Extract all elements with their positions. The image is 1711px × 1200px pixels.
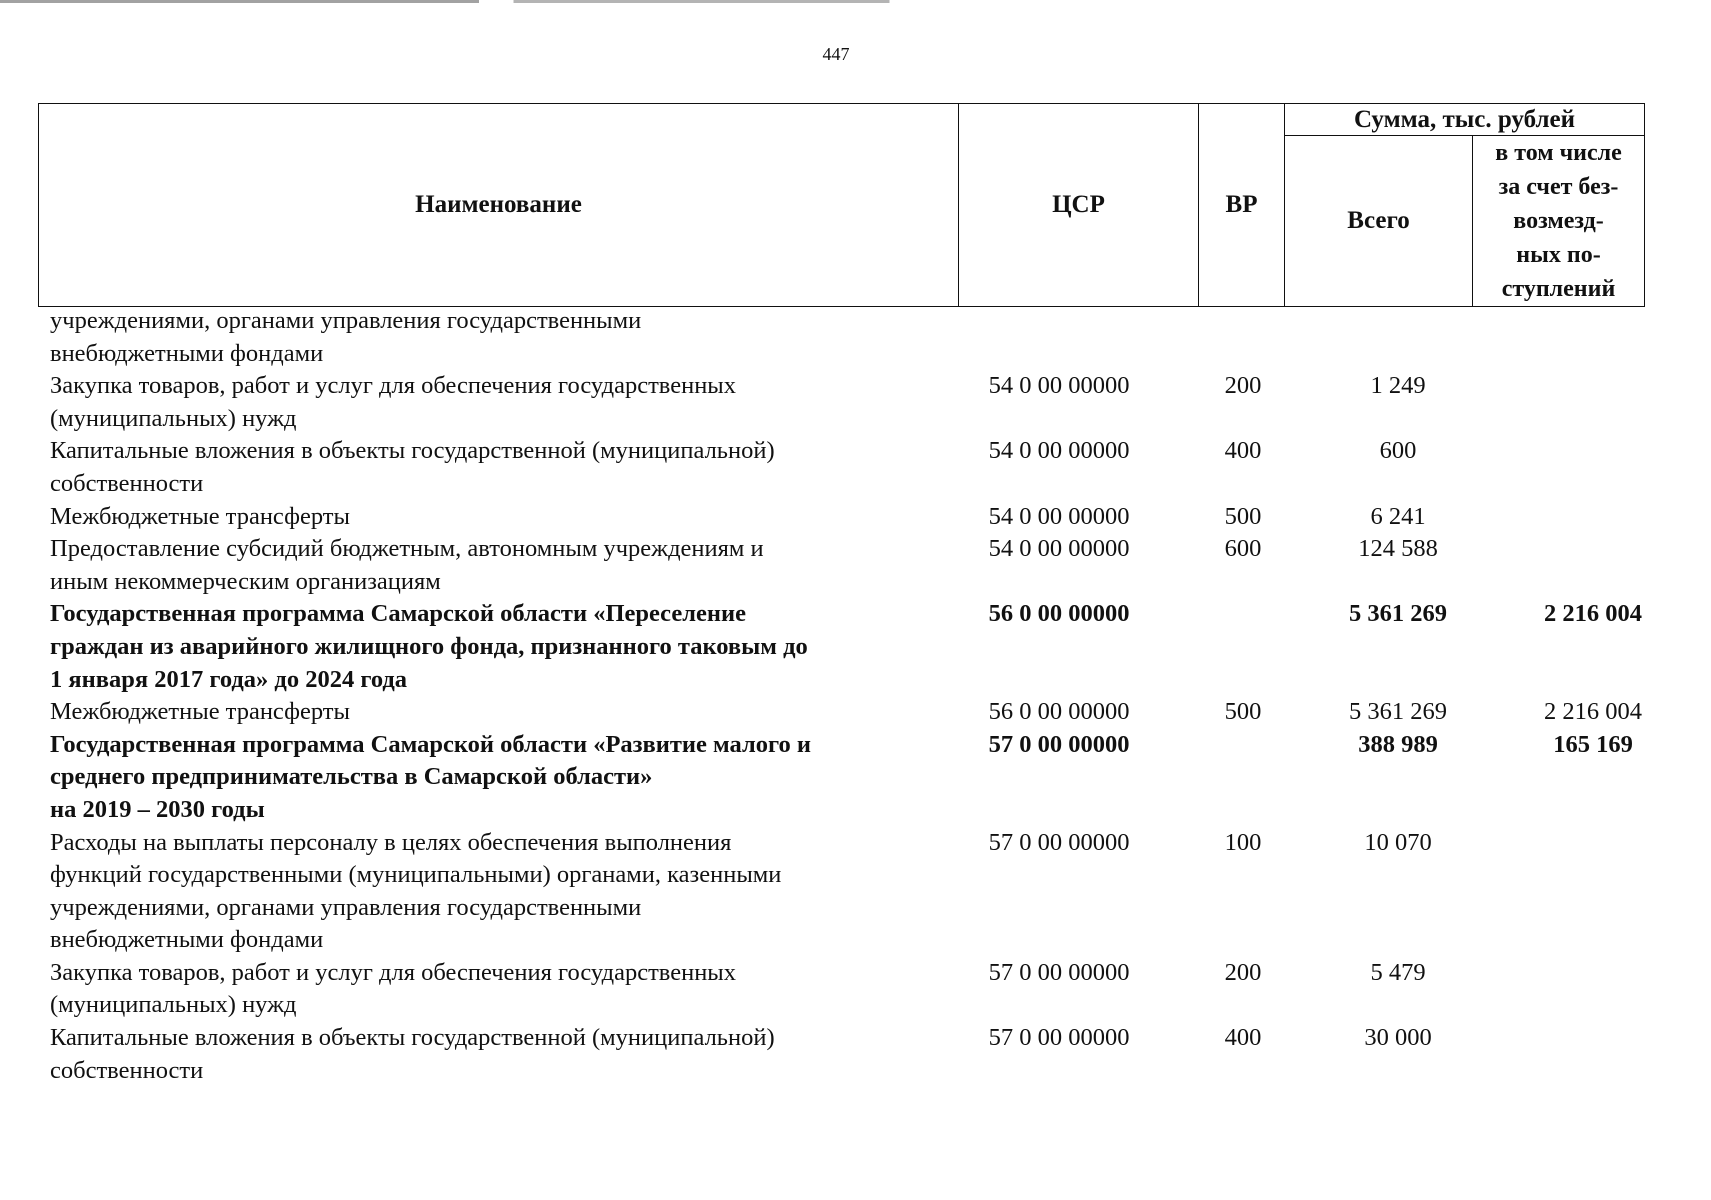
row-csr: 57 0 00 00000 (988, 730, 1130, 758)
row-vr: 400 (1224, 437, 1262, 465)
table-row (38, 1022, 1648, 1087)
row-vr: 200 (1224, 958, 1262, 986)
header-sum-title: Сумма, тыс. рублей (1285, 104, 1645, 136)
row-total: 388 989 (1358, 730, 1438, 758)
table-row (38, 696, 1648, 729)
row-csr: 57 0 00 00000 (988, 828, 1130, 856)
header-free-line: в том числе (1495, 140, 1622, 166)
row-vr: 200 (1224, 372, 1262, 400)
row-vr: 500 (1224, 502, 1262, 530)
row-total: 6 241 (1370, 502, 1426, 530)
row-free: 2 216 004 (1544, 698, 1642, 726)
row-csr: 54 0 00 00000 (988, 502, 1130, 530)
header-free-line: возмезд- (1513, 208, 1604, 234)
header-free-line: ступлений (1501, 276, 1616, 302)
row-total: 10 070 (1364, 828, 1432, 856)
table-row (38, 305, 1648, 370)
header-name: Наименование (39, 104, 959, 307)
row-csr: 57 0 00 00000 (988, 1024, 1130, 1052)
header-free-line: ных по- (1516, 242, 1601, 268)
header-vr: ВР (1199, 104, 1285, 307)
row-name: Капитальные вложения в объекты государственной (муниципальной) собственности (50, 437, 775, 497)
row-name: Государственная программа Самарской области «Переселение граждан из аварийного жилищного фонда, признанного таковым до 1 января 2017 года» до 2024 года (50, 600, 808, 693)
scan-edge (0, 0, 1711, 3)
row-csr: 56 0 00 00000 (988, 698, 1130, 726)
row-total: 30 000 (1364, 1024, 1432, 1052)
header-free (1473, 136, 1645, 307)
row-vr: 500 (1224, 698, 1262, 726)
row-name: учреждениями, органами управления государственными внебюджетными фондами (50, 307, 642, 367)
row-name: Капитальные вложения в объекты государственной (муниципальной) собственности (50, 1024, 775, 1084)
header-total: Всего (1285, 136, 1473, 307)
table-body (38, 305, 1648, 1087)
row-total: 600 (1379, 437, 1417, 465)
row-vr: 400 (1224, 1024, 1262, 1052)
row-name: Государственная программа Самарской области «Развитие малого и среднего предпринимательства в Самарской области» на 2019 – 2030 годы (50, 730, 811, 823)
row-total: 1 249 (1370, 372, 1426, 400)
row-name: Закупка товаров, работ и услуг для обеспечения государственных (муниципальных) нужд (50, 958, 737, 1019)
table-row (38, 501, 1648, 534)
row-total: 5 361 269 (1349, 698, 1447, 726)
row-total: 124 588 (1358, 535, 1438, 563)
row-vr: 600 (1224, 535, 1262, 563)
row-name: Закупка товаров, работ и услуг для обеспечения государственных (муниципальных) нужд (50, 372, 737, 432)
row-free: 2 216 004 (1544, 600, 1642, 628)
header-csr: ЦСР (959, 104, 1199, 307)
row-csr: 57 0 00 00000 (988, 958, 1130, 986)
row-name: Расходы на выплаты персоналу в целях обеспечения выполнения функций государственными (муниципальными) органами, казенными учреждениями, органами управления государственными внебюджетными фондами (50, 828, 782, 954)
row-csr: 54 0 00 00000 (988, 437, 1130, 465)
row-csr: 54 0 00 00000 (988, 535, 1130, 563)
row-name: Межбюджетные трансферты (50, 698, 350, 726)
page-number: 447 (822, 44, 850, 64)
table-row (38, 827, 1648, 957)
row-name: Межбюджетные трансферты (50, 502, 350, 530)
table-row (38, 435, 1648, 500)
table-row-program (38, 598, 1648, 696)
row-csr: 54 0 00 00000 (988, 372, 1130, 400)
table-row-program (38, 729, 1648, 827)
row-csr: 56 0 00 00000 (988, 600, 1130, 628)
row-name: Предоставление субсидий бюджетным, автономным учреждениям и иным некоммерческим организациям (50, 535, 764, 595)
row-total: 5 479 (1370, 958, 1426, 986)
table-row (38, 957, 1648, 1022)
row-vr: 100 (1224, 828, 1262, 856)
header-free-line: за счет без- (1498, 174, 1619, 200)
table-row (38, 533, 1648, 598)
row-free: 165 169 (1553, 730, 1633, 758)
table-row (38, 370, 1648, 435)
table-header (38, 103, 1645, 307)
row-total: 5 361 269 (1349, 600, 1447, 628)
